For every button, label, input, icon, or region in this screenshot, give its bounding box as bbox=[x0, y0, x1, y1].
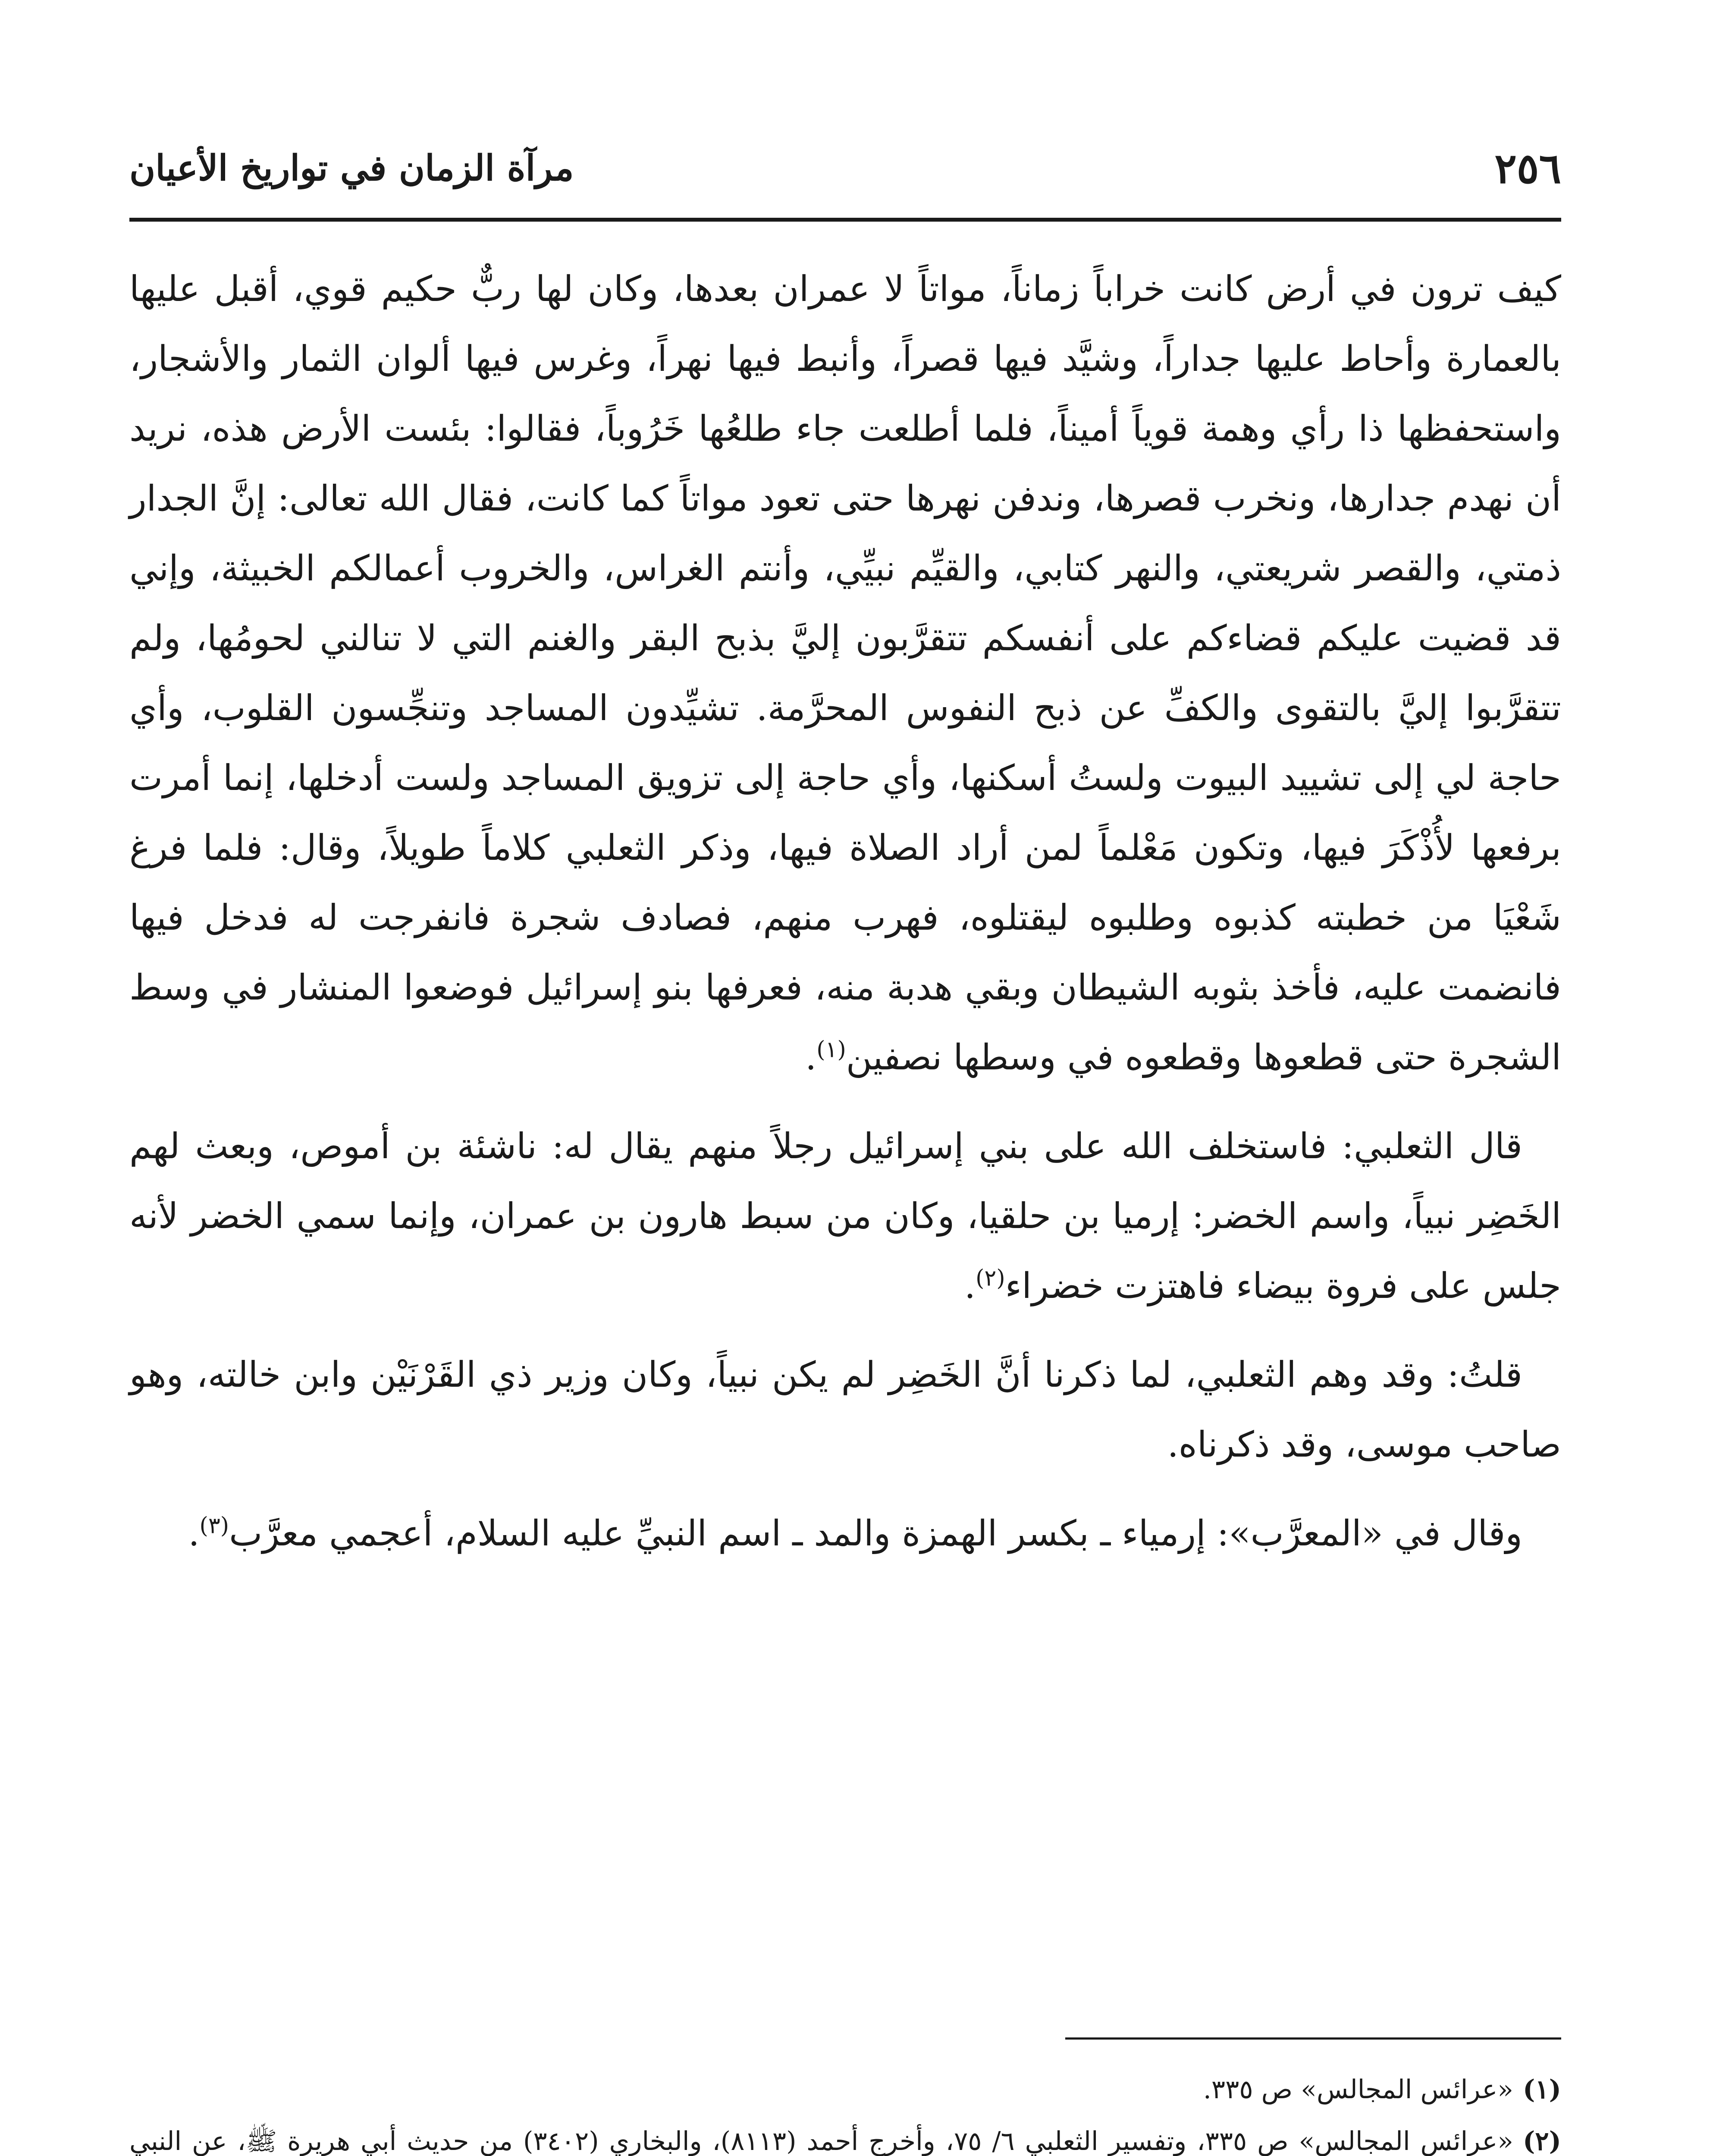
running-header bbox=[129, 129, 1561, 207]
footnote-2 bbox=[129, 2117, 1561, 2156]
footnotes bbox=[129, 2065, 1561, 2156]
footnote-ref-1: (١) bbox=[816, 1037, 846, 1063]
main-text bbox=[129, 254, 1561, 1588]
footnote-text: «عرائس المجالس» ص ٣٣٥، وتفسير الثعلبي ٦/ ٧٥، وأخرج أحمد (٨١١٣)، والبخاري (٣٤٠٢) من حديث أبي هريرة ﷺ، عن النبي bbox=[129, 2126, 1513, 2156]
paragraph-end: . bbox=[805, 1037, 817, 1078]
paragraph-2 bbox=[129, 1112, 1561, 1321]
book-title: مرآة الزمان في تواريخ الأعيان bbox=[129, 147, 574, 189]
paragraph-4 bbox=[129, 1499, 1561, 1569]
book-page bbox=[129, 129, 1561, 2156]
footnote-number: (٢) bbox=[1522, 2126, 1561, 2156]
footnote-divider bbox=[1065, 2037, 1561, 2040]
footnote-ref-2: (٢) bbox=[976, 1265, 1005, 1291]
paragraph-text: قلتُ: وقد وهم الثعلبي، لما ذكرنا أنَّ الخَضِر لم يكن نبياً، وكان وزير ذي القَرْنَيْن وابن خالته، وهو صاحب موسى، وقد ذكرناه. bbox=[129, 1354, 1561, 1465]
footnote-ref-3: (٣) bbox=[199, 1513, 229, 1539]
footnote-1 bbox=[129, 2065, 1561, 2114]
paragraph-text: كيف ترون في أرض كانت خراباً زماناً، مواتاً لا عمران بعدها، وكان لها ربٌّ حكيم قوي، أقبل عليها بالعمارة وأحاط عليها جداراً، وشيَّد فيها قصراً، وأنبط فيها نهراً، وغرس فيها ألوان الثمار والأشجار، واستحفظها ذا رأي وهمة قوياً أميناً، فلما أطلعت جاء طلعُها خَرُوباً، فقالوا: بئست الأرض هذه، نريد أن نهدم جدارها، ونخرب قصرها، وندفن نهرها حتى تعود مواتاً كما كانت، فقال الله تعالى: إنَّ الجدار ذمتي، والقصر شريعتي، والنهر كتابي، والقيِّم نبيِّي، وأنتم الغراس، والخروب أعمالكم الخبيثة، وإني قد قضيت عليكم قضاءكم على أنفسكم تتقرَّبون إليَّ بذبح البقر والغنم التي لا تنالني لحومُها، ولم تتقرَّبوا إليَّ بالتقوى والكفِّ عن ذبح النفوس المحرَّمة. تشيِّدون المساجد وتنجِّسون القلوب، وأي حاجة لي إلى تشييد البيوت ولستُ أسكنها، وأي حاجة إلى تزويق المساجد ولست أدخلها، إنما أمرت برفعها لأُذْكَرَ فيها، وتكون مَعْلماً لمن أراد الصلاة فيها، وذكر الثعلبي كلاماً طويلاً، وقال: فلما فرغ شَعْيَا من خطبته كذبوه وطلبوه ليقتلوه، فهرب منهم، فصادف شجرة فانفرجت له فدخل فيها فانضمت عليه، فأخذ بثوبه الشيطان وبقي هدبة منه، فعرفها بنو إسرائيل فوضعوا المنشار في وسط الشجرة حتى قطعوها وقطعوه في وسطها نصفين bbox=[129, 269, 1561, 1078]
paragraph-text: وقال في «المعرَّب»: إرمياء ـ بكسر الهمزة والمد ـ اسم النبيِّ عليه السلام، أعجمي معرَّب bbox=[229, 1513, 1522, 1554]
paragraph-3 bbox=[129, 1340, 1561, 1480]
paragraph-1 bbox=[129, 254, 1561, 1093]
paragraph-end: . bbox=[964, 1266, 976, 1307]
footnote-number: (١) bbox=[1522, 2075, 1561, 2105]
page-number: ٢٥٦ bbox=[1494, 144, 1561, 193]
paragraph-text: قال الثعلبي: فاستخلف الله على بني إسرائيل رجلاً منهم يقال له: ناشئة بن أموص، وبعث لهم الخَضِر نبياً، واسم الخضر: إرميا بن حلقيا، وكان من سبط هارون بن عمران، وإنما سمي الخضر لأنه جلس على فروة بيضاء فاهتزت خضراء bbox=[129, 1126, 1561, 1307]
footnote-text: «عرائس المجالس» ص ٣٣٥. bbox=[1203, 2075, 1513, 2105]
header-divider bbox=[129, 218, 1561, 222]
paragraph-end: . bbox=[188, 1513, 200, 1554]
